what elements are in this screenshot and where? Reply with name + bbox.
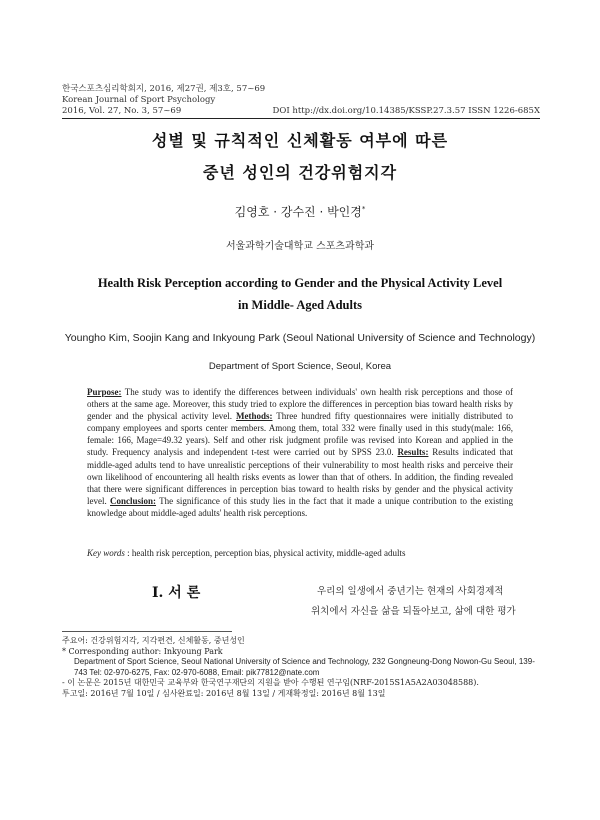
- title-kr-line1: 성별 및 규칙적인 신체활동 여부에 따른: [151, 131, 449, 150]
- title-kr-line2: 중년 성인의 건강위험지각: [202, 163, 398, 182]
- body-line-1: 우리의 일생에서 중년기는 현재의 사회경제적: [317, 586, 504, 597]
- journal-name-kr: 한국스포츠심리학회지, 2016, 제27권, 제3호, 57~69: [62, 84, 266, 94]
- header-divider: [62, 118, 540, 119]
- purpose-label: Purpose:: [87, 387, 122, 397]
- abstract: [87, 386, 513, 519]
- footnote-address: Department of Sport Science, Seoul National University of Science and Technology, 232 Gongneung-Dong Nowon-Gu Seoul, 139-743 Tel: 02-970-6275, Fax: 02-970-6088, Email: pik77812@nate.com: [74, 657, 535, 677]
- body-line-2: 위치에서 자신을 삶을 되돌아보고, 삶에 대한 평가: [311, 606, 516, 617]
- authors-kr-names: 김영호 · 강수진 · 박인경: [234, 205, 362, 219]
- conclusion-text: The significance of this study lies in the fact that it made a unique contribution to the existing knowledge about middle-aged adults' health risk perceptions.: [87, 495, 513, 518]
- corresponding-mark: *: [361, 205, 366, 213]
- footnotes: [62, 636, 540, 700]
- section-heading-introduction: I. 서 론: [152, 585, 201, 601]
- conclusion-label: Conclusion:: [110, 495, 157, 506]
- footnote-corresponding: * Corresponding author: Inkyoung Park: [62, 646, 223, 656]
- methods-label: Methods:: [236, 411, 273, 422]
- body-text-kr: [311, 582, 535, 622]
- authors-kr: [0, 203, 600, 220]
- purpose-text: The study was to identify the differences between individuals' own health risk perceptions and those of others at the same age. Moreover, this study tried to explore the differences in perception bias toward health risks by gender and the physical activity level.: [87, 387, 513, 422]
- results-label: Results:: [397, 447, 429, 458]
- footnote-dates: 투고일: 2016년 7월 10일 / 심사완료일: 2016년 8월 13일 / 게재확정일: 2016년 8월 13일: [62, 688, 386, 698]
- keywords-text: : health risk perception, perception bias, physical activity, middle-aged adults: [124, 548, 406, 558]
- keywords: [87, 548, 513, 558]
- footnote-keywords-kr: 주요어: 건강위험지각, 지각편견, 신체활동, 중년성인: [62, 636, 245, 645]
- journal-name-en: Korean Journal of Sport Psychology: [62, 95, 216, 105]
- footnote-funding: - 이 논문은 2015년 대한민국 교육부와 한국연구재단의 지원을 받아 수행된 연구임(NRF-2015S1A5A2A03048588).: [62, 678, 479, 688]
- doi-issn: DOI http://dx.doi.org/10.14385/KSSP.27.3.57 ISSN 1226-685X: [272, 106, 540, 116]
- affiliation-en: Department of Sport Science, Seoul, Korea: [208, 361, 392, 372]
- affiliation-kr: 서울과학기술대학교 스포츠과학과: [225, 241, 375, 252]
- results-text: Results indicated that middle-aged adults tend to have unrealistic perceptions of their vulnerability to most health risks and perceive their own likelihood of encountering all health risks events as lower than that of others. In addition, the finding revealed that there were significant differences in perception bias toward to health risks by gender and the physical activity level.: [87, 447, 513, 506]
- title-en-line1: Health Risk Perception according to Gender and the Physical Activity Level: [97, 276, 503, 290]
- volume-info: 2016, Vol. 27, No. 3, 57~69: [62, 106, 182, 116]
- title-en-line2: in Middle- Aged Adults: [238, 298, 362, 312]
- authors-en: Youngho Kim, Soojin Kang and Inkyoung Park (Seoul National University of Science and Technology): [64, 332, 536, 344]
- journal-header: [62, 84, 540, 117]
- footnote-divider: [62, 631, 232, 632]
- methods-text: Three hundred fifty questionnaires were initially distributed to company employees and sports center members. Among them, total 332 were finally used in this study(male: 166, female: 166, Mage=49.32 years). Self and other risk judgment profile was revised into Korean and applied in the study. Frequency analysis and independent t-test were carried out by SPSS 23.0.: [87, 411, 513, 458]
- keywords-label: Key words: [87, 548, 125, 558]
